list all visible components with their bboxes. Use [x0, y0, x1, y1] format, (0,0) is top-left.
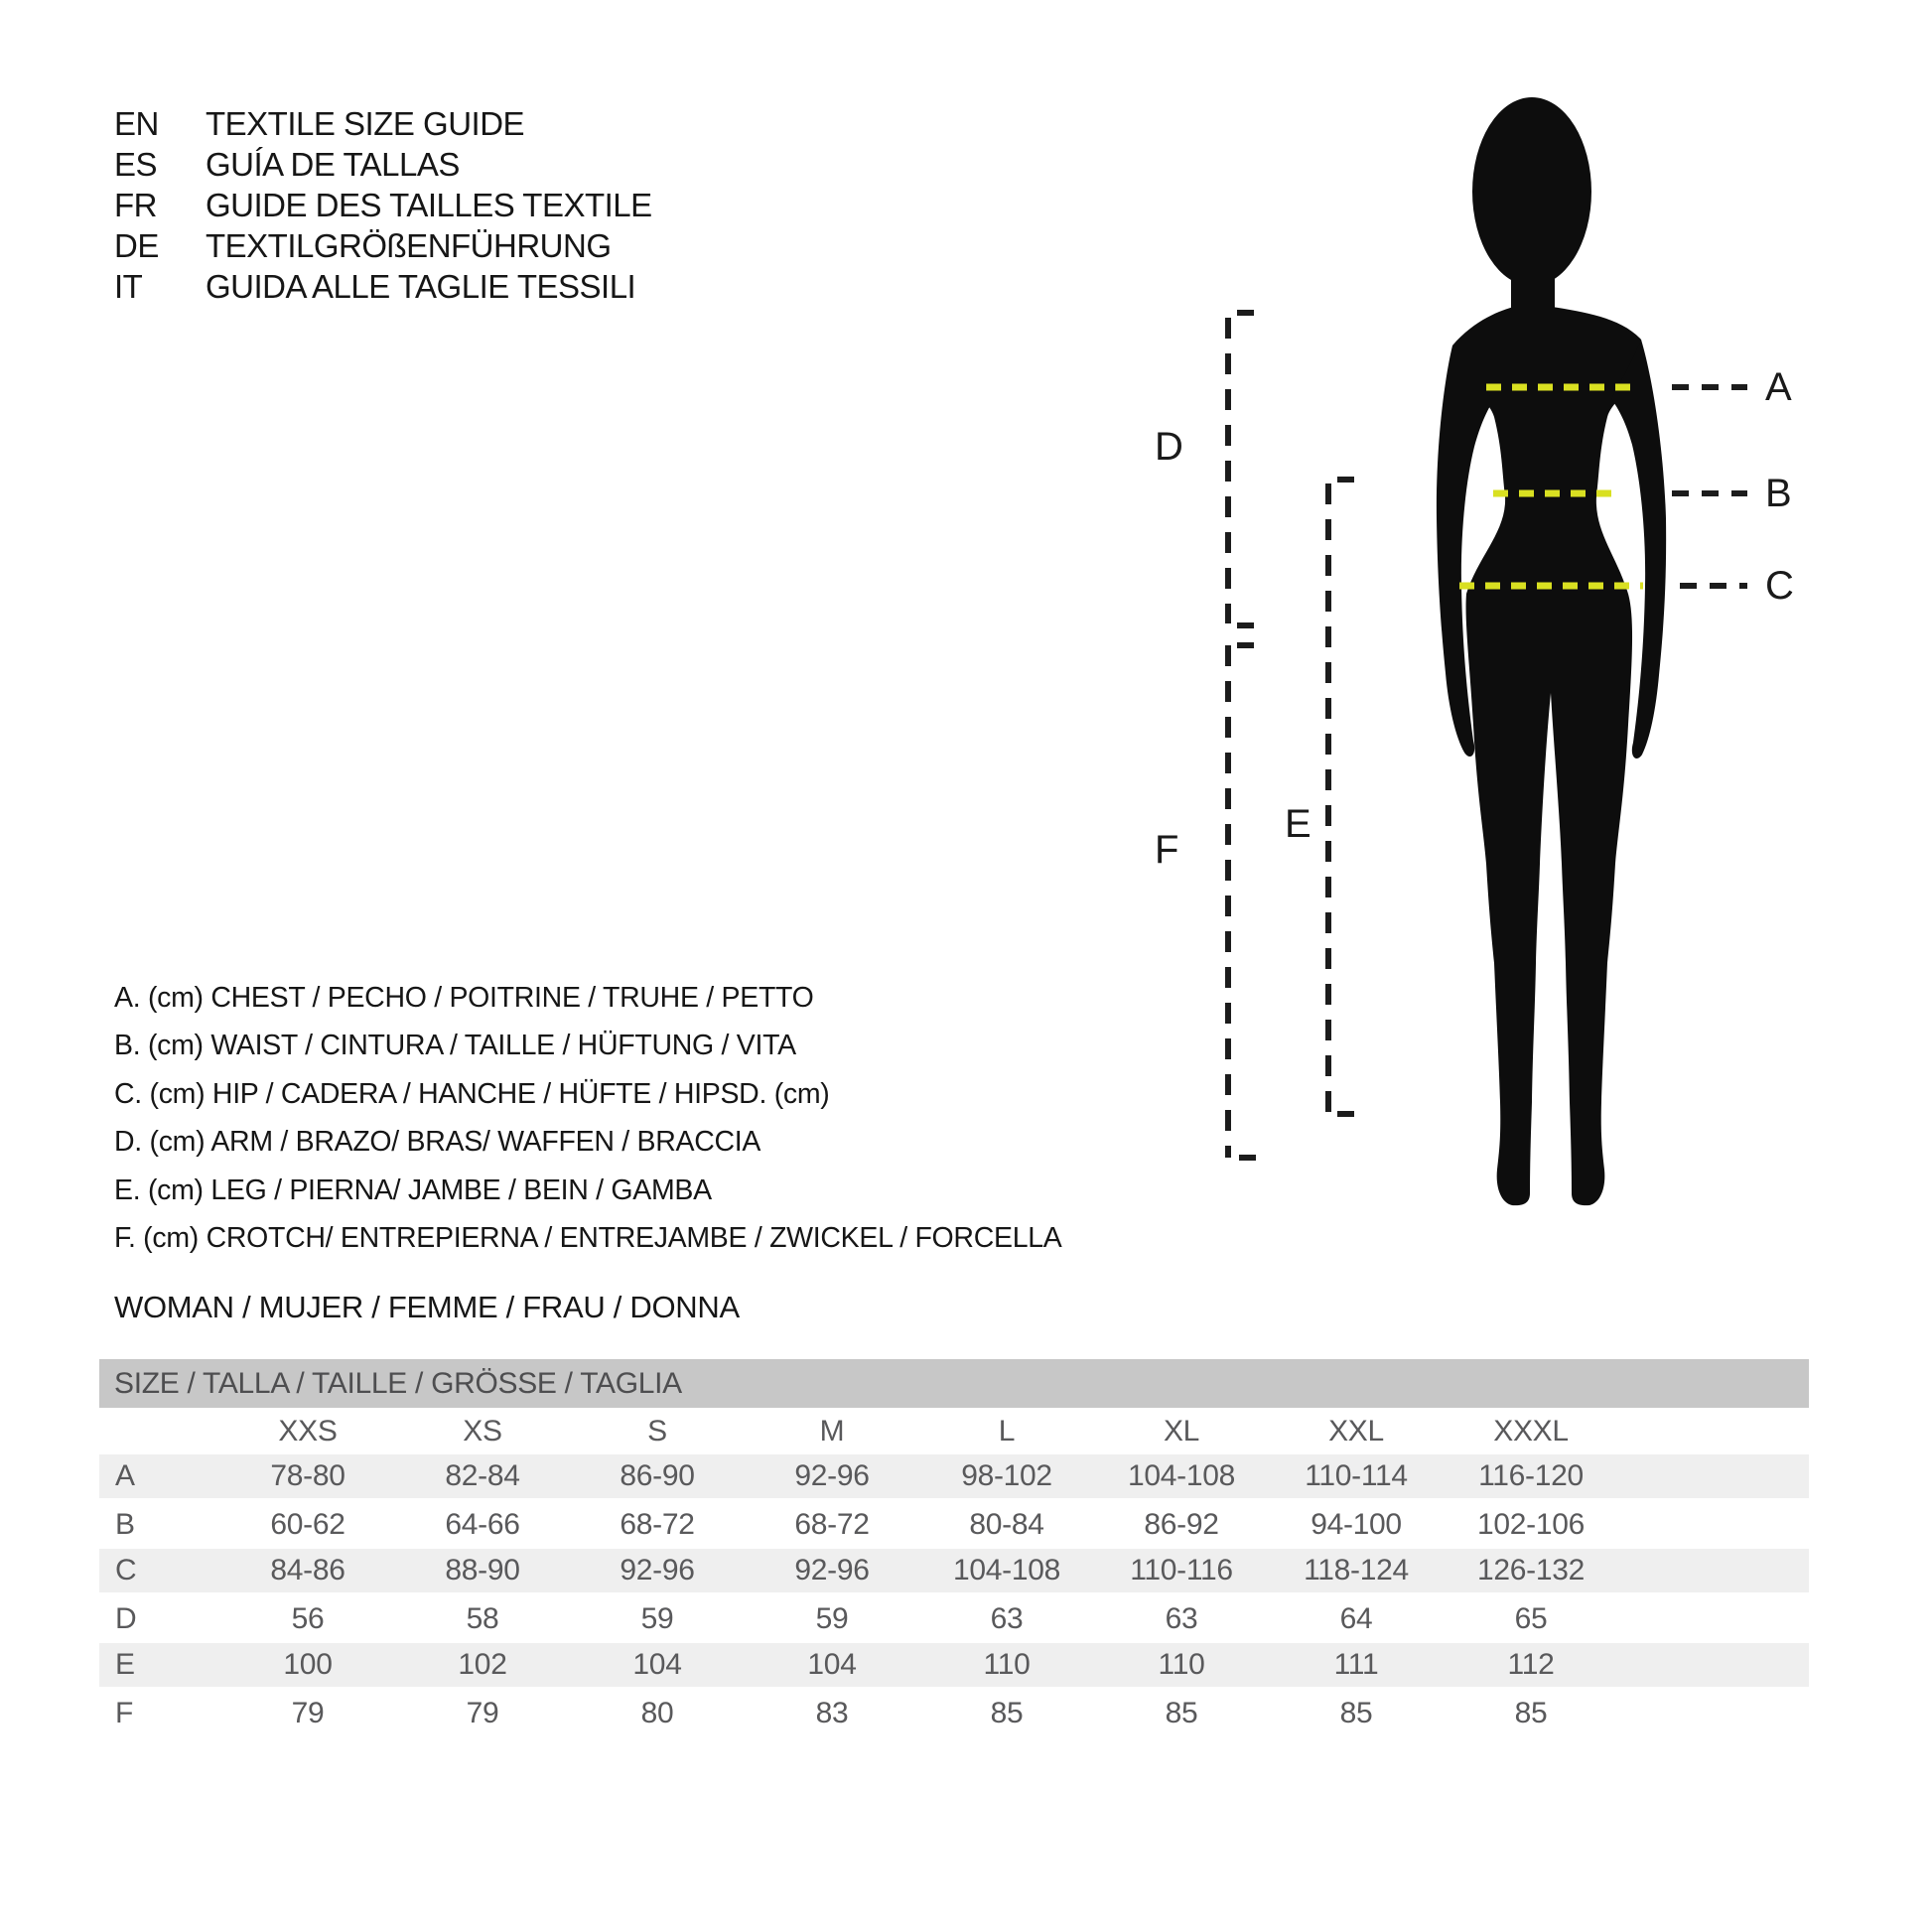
table-cell: 85 [1339, 1697, 1373, 1730]
table-cell: 64-66 [445, 1508, 520, 1542]
size-col-header: XXS [278, 1414, 338, 1448]
table-cell: 98-102 [961, 1458, 1052, 1492]
legend-row: F. (cm) CROTCH/ ENTREPIERNA / ENTREJAMBE / ZWICKEL / FORCELLA [114, 1222, 1062, 1255]
row-label: B [115, 1508, 136, 1542]
table-cell: 86-92 [1144, 1508, 1219, 1542]
table-cell: 63 [1165, 1602, 1198, 1636]
table-cell: 88-90 [445, 1553, 520, 1586]
table-cell: 85 [1514, 1697, 1548, 1730]
table-cell: 85 [990, 1697, 1024, 1730]
language-code: FR [114, 187, 157, 223]
table-cell: 59 [640, 1602, 674, 1636]
crotch-label: F [1155, 828, 1178, 872]
language-row [114, 144, 652, 185]
language-row [114, 266, 652, 307]
size-col-header: S [647, 1414, 667, 1448]
legend-row: A. (cm) CHEST / PECHO / POITRINE / TRUHE / PETTO [114, 982, 814, 1014]
table-cell: 118-124 [1304, 1553, 1409, 1586]
table-cell: 110-116 [1130, 1553, 1233, 1586]
table-row [99, 1643, 1809, 1691]
table-header-label: SIZE / TALLA / TAILLE / GRÖSSE / TAGLIA [114, 1366, 682, 1400]
table-cell: 110-114 [1305, 1458, 1408, 1492]
table-cell: 83 [815, 1697, 849, 1730]
language-row [114, 225, 652, 266]
table-row [99, 1549, 1809, 1596]
hip-label: C [1765, 564, 1794, 608]
guide-title: TEXTILE SIZE GUIDE [206, 105, 525, 142]
table-cell: 63 [990, 1602, 1024, 1636]
table-cell: 86-90 [620, 1458, 695, 1492]
size-col-header: M [819, 1414, 845, 1448]
row-label: F [115, 1697, 134, 1730]
guide-title: GUIDA ALLE TAGLIE TESSILI [206, 268, 636, 305]
size-col-header: XL [1163, 1414, 1200, 1448]
arm-label: D [1155, 425, 1183, 469]
table-cell: 78-80 [270, 1458, 345, 1492]
table-cell: 85 [1165, 1697, 1198, 1730]
table-cell: 104-108 [953, 1553, 1060, 1586]
table-cell: 80 [640, 1697, 674, 1730]
table-cell: 111 [1333, 1647, 1379, 1681]
table-cell: 68-72 [794, 1508, 870, 1542]
table-row [99, 1691, 1809, 1738]
chest-label: A [1765, 365, 1792, 409]
table-cell: 100 [283, 1647, 333, 1681]
row-label: E [115, 1647, 136, 1681]
language-list [114, 103, 652, 307]
table-cell: 126-132 [1477, 1553, 1585, 1586]
legend-row: E. (cm) LEG / PIERNA/ JAMBE / BEIN / GAMBA [114, 1173, 712, 1206]
group-title: WOMAN / MUJER / FEMME / FRAU / DONNA [114, 1290, 740, 1324]
table-row [99, 1596, 1809, 1644]
guide-title: TEXTILGRÖßENFÜHRUNG [206, 227, 612, 264]
table-cell: 92-96 [794, 1458, 870, 1492]
language-row [114, 185, 652, 225]
table-cell: 79 [466, 1697, 499, 1730]
table-cell: 82-84 [445, 1458, 520, 1492]
table-cell: 80-84 [969, 1508, 1044, 1542]
table-cell: 92-96 [794, 1553, 870, 1586]
table-cell: 68-72 [620, 1508, 695, 1542]
table-cell: 56 [291, 1602, 325, 1636]
guide-title: GUIDE DES TAILLES TEXTILE [206, 187, 652, 223]
language-code: EN [114, 105, 159, 142]
size-col-header: XS [463, 1414, 502, 1448]
waist-label: B [1765, 472, 1792, 515]
table-cell: 116-120 [1478, 1458, 1584, 1492]
table-cell: 110 [983, 1647, 1031, 1681]
table-cell: 59 [815, 1602, 849, 1636]
language-code: IT [114, 268, 143, 305]
table-cell: 104-108 [1128, 1458, 1235, 1492]
table-cell: 65 [1514, 1602, 1548, 1636]
table-cell: 102 [458, 1647, 507, 1681]
table-header-bar [99, 1359, 1809, 1408]
legend-row: C. (cm) HIP / CADERA / HANCHE / HÜFTE / HIPSD. (cm) [114, 1077, 830, 1110]
measurement-legend [114, 974, 1062, 1262]
table-body [99, 1454, 1809, 1737]
woman-silhouette [1415, 89, 1713, 1211]
language-row [114, 103, 652, 144]
language-code: DE [114, 227, 159, 264]
table-cell: 104 [632, 1647, 682, 1681]
leg-label: E [1285, 802, 1311, 846]
table-row [99, 1502, 1809, 1550]
silhouette-torso-legs [1452, 307, 1642, 1205]
size-col-header: XXXL [1493, 1414, 1569, 1448]
row-label: D [115, 1602, 137, 1636]
size-col-header: XXL [1328, 1414, 1384, 1448]
table-cell: 84-86 [270, 1553, 345, 1586]
legend-row: D. (cm) ARM / BRAZO/ BRAS/ WAFFEN / BRACCIA [114, 1126, 761, 1159]
table-cell: 92-96 [620, 1553, 695, 1586]
table-cell: 110 [1158, 1647, 1205, 1681]
table-cell: 64 [1339, 1602, 1373, 1636]
table-cell: 112 [1507, 1647, 1555, 1681]
table-cell: 58 [466, 1602, 499, 1636]
table-cell: 79 [291, 1697, 325, 1730]
size-columns-row [99, 1408, 1809, 1454]
table-row [99, 1454, 1809, 1502]
size-col-header: L [998, 1414, 1016, 1448]
table-cell: 102-106 [1477, 1508, 1585, 1542]
row-label: A [115, 1458, 136, 1492]
row-label: C [115, 1553, 137, 1586]
table-cell: 104 [807, 1647, 857, 1681]
language-code: ES [114, 146, 158, 183]
size-table [99, 1359, 1809, 1737]
guide-title: GUÍA DE TALLAS [206, 146, 460, 183]
table-cell: 60-62 [270, 1508, 345, 1542]
table-cell: 94-100 [1311, 1508, 1402, 1542]
legend-row: B. (cm) WAIST / CINTURA / TAILLE / HÜFTUNG / VITA [114, 1030, 796, 1062]
